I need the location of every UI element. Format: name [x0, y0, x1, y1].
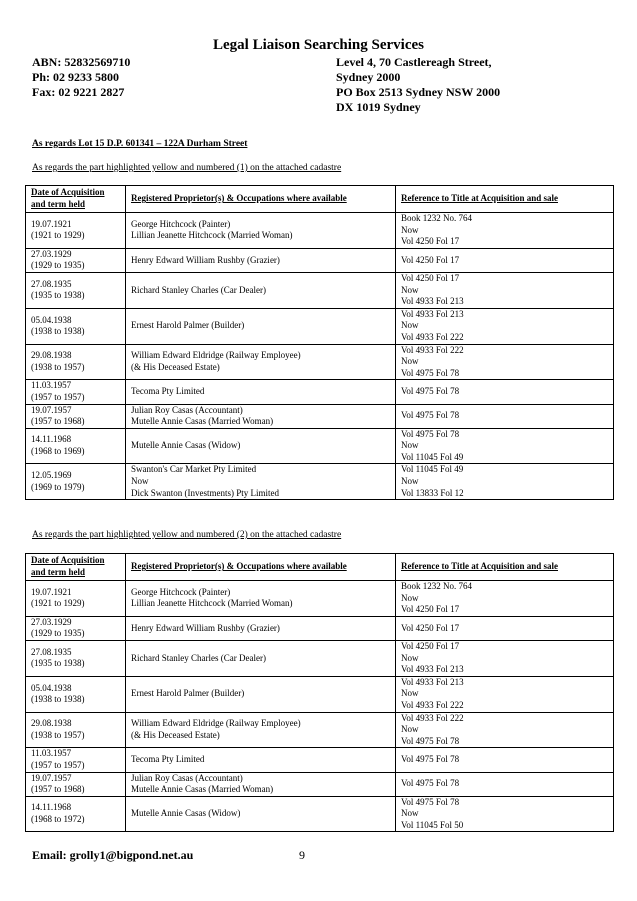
- date-cell: [26, 640, 126, 676]
- title-reference-line: Now: [401, 356, 419, 367]
- table-row: [26, 616, 614, 640]
- date-line: 11.03.1957: [31, 748, 72, 759]
- proprietor-cell: [126, 344, 396, 380]
- proprietor-line: (& His Deceased Estate): [131, 361, 220, 372]
- date-line: 05.04.1938: [31, 314, 72, 325]
- date-line: (1957 to 1968): [31, 784, 85, 795]
- proprietor-line: Ernest Harold Palmer (Builder): [131, 688, 245, 699]
- date-cell: [26, 213, 126, 249]
- title-reference-line: Vol 4933 Fol 222: [401, 699, 464, 710]
- date-line: (1968 to 1969): [31, 446, 85, 457]
- table-row: [26, 772, 614, 796]
- title-reference-line: Now: [401, 224, 419, 235]
- proprietor-line: Lillian Jeanette Hitchcock (Married Woman): [131, 230, 293, 241]
- date-cell: [26, 712, 126, 748]
- title-reference-line: Now: [401, 652, 419, 663]
- table-row: [26, 464, 614, 500]
- proprietor-line: Richard Stanley Charles (Car Dealer): [131, 652, 266, 663]
- section-heading-2: As regards the part highlighted yellow and numbered (2) on the attached cadastre: [32, 530, 342, 540]
- title-reference-line: Vol 4975 Fol 78: [401, 386, 460, 397]
- contact-details: [32, 55, 130, 100]
- proprietor-cell: [126, 380, 396, 404]
- proprietor-line: Lillian Jeanette Hitchcock (Married Woman): [131, 598, 293, 609]
- proprietor-line: Now: [131, 476, 149, 487]
- lot-heading: As regards Lot 15 D.P. 601341 – 122A Durham Street: [32, 139, 248, 149]
- page-number: 9: [299, 848, 305, 862]
- proprietor-line: Mutelle Annie Casas (Married Woman): [131, 416, 274, 427]
- title-reference-line: Vol 4933 Fol 213: [401, 308, 464, 319]
- title-history-table-2: [25, 553, 614, 832]
- date-line: (1921 to 1929): [31, 230, 85, 241]
- date-line: 19.07.1957: [31, 772, 72, 783]
- date-line: (1929 to 1935): [31, 260, 85, 271]
- proprietor-cell: [126, 772, 396, 796]
- proprietor-line: Tecoma Pty Limited: [131, 754, 205, 765]
- table-row: [26, 712, 614, 748]
- title-reference-line: Vol 4250 Fol 17: [401, 604, 460, 615]
- date-line: (1938 to 1957): [31, 729, 85, 740]
- proprietor-cell: [126, 428, 396, 464]
- title-reference-cell: [396, 772, 614, 796]
- proprietor-line: George Hitchcock (Painter): [131, 586, 231, 597]
- title-reference-line: Vol 4933 Fol 213: [401, 664, 464, 675]
- po-box: PO Box 2513 Sydney NSW 2000: [336, 85, 501, 99]
- title-reference-cell: [396, 464, 614, 500]
- date-line: (1935 to 1938): [31, 658, 85, 669]
- table-row: [26, 213, 614, 249]
- proprietor-line: Tecoma Pty Limited: [131, 386, 205, 397]
- title-reference-line: Vol 13833 Fol 12: [401, 487, 464, 498]
- date-line: 27.08.1935: [31, 278, 72, 289]
- proprietor-cell: [126, 712, 396, 748]
- date-cell: [26, 796, 126, 832]
- date-line: (1968 to 1972): [31, 814, 85, 825]
- title-reference-line: Vol 4975 Fol 78: [401, 796, 460, 807]
- date-line: 19.07.1921: [31, 586, 72, 597]
- table-row: [26, 272, 614, 308]
- title-reference-line: Now: [401, 724, 419, 735]
- date-cell: [26, 616, 126, 640]
- column-header-proprietor: Registered Proprietor(s) & Occupations where available: [126, 186, 396, 213]
- proprietor-line: Henry Edward William Rushby (Grazier): [131, 254, 280, 265]
- date-cell: [26, 464, 126, 500]
- title-reference-line: Now: [401, 476, 419, 487]
- table-row: [26, 404, 614, 428]
- proprietor-line: Ernest Harold Palmer (Builder): [131, 320, 245, 331]
- date-line: 27.03.1929: [31, 616, 72, 627]
- footer-email: Email: grolly1@bigpond.net.au: [32, 848, 194, 862]
- title-reference-line: Vol 4933 Fol 222: [401, 712, 464, 723]
- date-line: (1935 to 1938): [31, 290, 85, 301]
- section-heading-1: As regards the part highlighted yellow and numbered (1) on the attached cadastre: [32, 163, 342, 173]
- title-reference-cell: [396, 213, 614, 249]
- table-row: [26, 748, 614, 772]
- table-header-row: [26, 186, 614, 213]
- proprietor-line: Henry Edward William Rushby (Grazier): [131, 622, 280, 633]
- date-line: 11.03.1957: [31, 380, 72, 391]
- table-row: [26, 308, 614, 344]
- title-reference-line: Vol 4933 Fol 213: [401, 296, 464, 307]
- date-cell: [26, 380, 126, 404]
- date-line: 14.11.1968: [31, 434, 72, 445]
- title-reference-line: Vol 4250 Fol 17: [401, 254, 460, 265]
- title-reference-cell: [396, 616, 614, 640]
- date-line: (1957 to 1957): [31, 391, 85, 402]
- table-row: [26, 380, 614, 404]
- table-row: [26, 581, 614, 617]
- title-reference-line: Vol 4975 Fol 78: [401, 410, 460, 421]
- proprietor-cell: [126, 748, 396, 772]
- title-reference-cell: [396, 796, 614, 832]
- proprietor-line: Richard Stanley Charles (Car Dealer): [131, 284, 266, 295]
- address-details: [336, 55, 500, 115]
- title-reference-cell: [396, 581, 614, 617]
- date-line: 19.07.1921: [31, 218, 72, 229]
- title-reference-line: Now: [401, 592, 419, 603]
- date-line: (1938 to 1938): [31, 326, 85, 337]
- title-reference-cell: [396, 428, 614, 464]
- table-row: [26, 344, 614, 380]
- date-line: 12.05.1969: [31, 470, 72, 481]
- table-row: [26, 640, 614, 676]
- date-cell: [26, 428, 126, 464]
- date-cell: [26, 404, 126, 428]
- column-header-date: Date of Acquisition and term held: [26, 186, 126, 213]
- date-cell: [26, 772, 126, 796]
- proprietor-cell: [126, 248, 396, 272]
- title-reference-line: Vol 4975 Fol 78: [401, 428, 460, 439]
- title-reference-cell: [396, 676, 614, 712]
- company-title: Legal Liaison Searching Services: [213, 37, 424, 53]
- title-reference-line: Vol 11045 Fol 50: [401, 819, 464, 830]
- phone: Ph: 02 9233 5800: [32, 70, 119, 84]
- title-reference-line: Vol 11045 Fol 49: [401, 464, 464, 475]
- proprietor-line: Dick Swanton (Investments) Pty Limited: [131, 487, 279, 498]
- title-reference-line: Vol 4975 Fol 78: [401, 367, 460, 378]
- title-reference-line: Vol 4250 Fol 17: [401, 640, 460, 651]
- title-history-table-1: [25, 185, 614, 500]
- title-reference-cell: [396, 248, 614, 272]
- title-reference-line: Vol 4250 Fol 17: [401, 272, 460, 283]
- date-line: 29.08.1938: [31, 350, 72, 361]
- date-line: (1957 to 1957): [31, 759, 85, 770]
- title-reference-line: Vol 4933 Fol 222: [401, 344, 464, 355]
- proprietor-line: Julian Roy Casas (Accountant): [131, 404, 243, 415]
- title-reference-line: Book 1232 No. 764: [401, 213, 473, 223]
- date-cell: [26, 308, 126, 344]
- dx-number: DX 1019 Sydney: [336, 100, 421, 114]
- date-line: 14.11.1968: [31, 802, 72, 813]
- title-reference-line: Vol 4250 Fol 17: [401, 622, 460, 633]
- date-cell: [26, 676, 126, 712]
- title-reference-cell: [396, 344, 614, 380]
- date-line: 05.04.1938: [31, 682, 72, 693]
- proprietor-cell: [126, 272, 396, 308]
- proprietor-cell: [126, 581, 396, 617]
- proprietor-cell: [126, 616, 396, 640]
- title-reference-line: Vol 4975 Fol 78: [401, 735, 460, 746]
- title-reference-line: Now: [401, 440, 419, 451]
- title-reference-line: Vol 4933 Fol 213: [401, 676, 464, 687]
- title-reference-cell: [396, 712, 614, 748]
- date-cell: [26, 272, 126, 308]
- proprietor-line: William Edward Eldridge (Railway Employee): [131, 718, 301, 729]
- table-row: [26, 248, 614, 272]
- title-reference-line: Vol 11045 Fol 49: [401, 451, 464, 462]
- proprietor-line: George Hitchcock (Painter): [131, 218, 231, 229]
- title-reference-line: Vol 4975 Fol 78: [401, 754, 460, 765]
- date-line: (1938 to 1938): [31, 694, 85, 705]
- proprietor-cell: [126, 464, 396, 500]
- title-reference-cell: [396, 404, 614, 428]
- proprietor-cell: [126, 213, 396, 249]
- title-reference-cell: [396, 640, 614, 676]
- proprietor-line: William Edward Eldridge (Railway Employee): [131, 350, 301, 361]
- title-reference-line: Book 1232 No. 764: [401, 581, 473, 591]
- date-cell: [26, 344, 126, 380]
- date-line: (1957 to 1968): [31, 416, 85, 427]
- date-line: 19.07.1957: [31, 404, 72, 415]
- title-reference-cell: [396, 380, 614, 404]
- column-header-date: Date of Acquisition and term held: [26, 554, 126, 581]
- column-header-title: Reference to Title at Acquisition and sale: [396, 554, 614, 581]
- proprietor-line: Julian Roy Casas (Accountant): [131, 772, 243, 783]
- date-cell: [26, 581, 126, 617]
- title-reference-line: Now: [401, 808, 419, 819]
- date-line: (1929 to 1935): [31, 628, 85, 639]
- date-line: 29.08.1938: [31, 718, 72, 729]
- date-line: 27.08.1935: [31, 646, 72, 657]
- proprietor-cell: [126, 796, 396, 832]
- date-line: 27.03.1929: [31, 248, 72, 259]
- date-line: (1921 to 1929): [31, 598, 85, 609]
- proprietor-line: (& His Deceased Estate): [131, 729, 220, 740]
- date-cell: [26, 748, 126, 772]
- title-reference-line: Now: [401, 320, 419, 331]
- proprietor-cell: [126, 676, 396, 712]
- table-row: [26, 428, 614, 464]
- street-address: Level 4, 70 Castlereagh Street,: [336, 55, 492, 69]
- proprietor-cell: [126, 640, 396, 676]
- proprietor-line: Mutelle Annie Casas (Widow): [131, 808, 241, 819]
- title-reference-line: Vol 4975 Fol 78: [401, 778, 460, 789]
- title-reference-line: Vol 4933 Fol 222: [401, 331, 464, 342]
- abn: ABN: 52832569710: [32, 55, 131, 69]
- title-reference-line: Vol 4250 Fol 17: [401, 236, 460, 247]
- proprietor-cell: [126, 404, 396, 428]
- fax: Fax: 02 9221 2827: [32, 85, 125, 99]
- table-row: [26, 796, 614, 832]
- column-header-proprietor: Registered Proprietor(s) & Occupations where available: [126, 554, 396, 581]
- title-reference-cell: [396, 748, 614, 772]
- proprietor-line: Mutelle Annie Casas (Widow): [131, 440, 241, 451]
- proprietor-line: Mutelle Annie Casas (Married Woman): [131, 784, 274, 795]
- proprietor-line: Swanton's Car Market Pty Limited: [131, 464, 257, 475]
- table-row: [26, 676, 614, 712]
- title-reference-cell: [396, 272, 614, 308]
- table-header-row: [26, 554, 614, 581]
- title-reference-line: Now: [401, 688, 419, 699]
- city: Sydney 2000: [336, 70, 401, 84]
- title-reference-cell: [396, 308, 614, 344]
- proprietor-cell: [126, 308, 396, 344]
- column-header-title: Reference to Title at Acquisition and sale: [396, 186, 614, 213]
- date-line: (1969 to 1979): [31, 481, 85, 492]
- date-cell: [26, 248, 126, 272]
- title-reference-line: Now: [401, 284, 419, 295]
- date-line: (1938 to 1957): [31, 361, 85, 372]
